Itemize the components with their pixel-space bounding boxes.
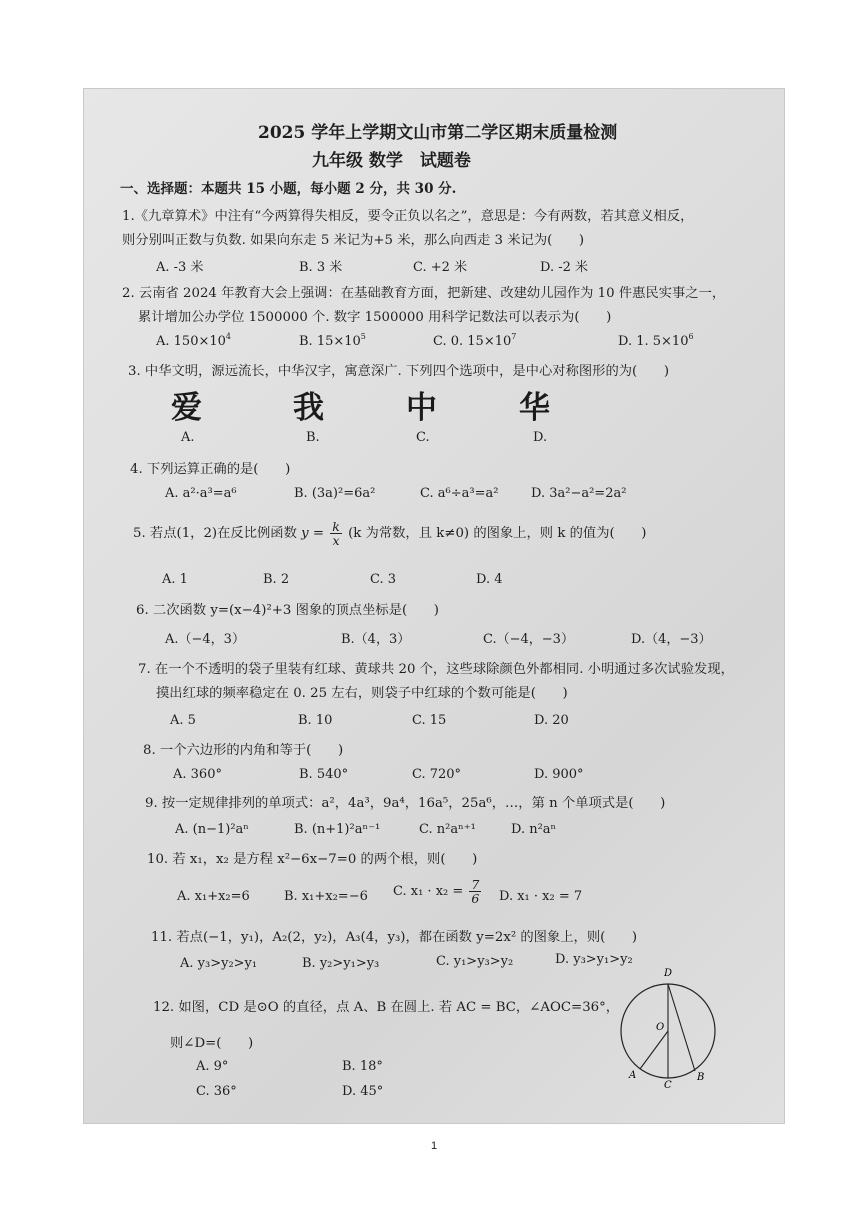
q1-option-d: D. -2 米 [540,260,589,275]
q6-option-c: C.（−4，−3） [483,632,574,647]
q10-option-b: B. x₁+x₂=−6 [284,889,368,904]
q1-option-c: C. +2 米 [413,260,468,275]
q12-option-c: C. 36° [196,1084,237,1099]
exam-photo [83,88,785,1124]
segment-oa [640,1031,668,1069]
q1-option-b: B. 3 米 [299,260,343,275]
q9-option-c: C. n²aⁿ⁺¹ [419,822,476,837]
q2-option-a: A. $150\times 10^4$ [156,332,231,349]
q11-option-b: B. y₂>y₁>y₃ [302,956,380,971]
circle-figure [611,960,725,1088]
q9-stem: 9. 按一定规律排列的单项式：a²，4a³，9a⁴，16a⁵，25a⁶，…，第 n 个单项式是( ) [145,796,666,811]
q3-char-a: 爱 [171,390,202,426]
q10-fraction: $\frac{7}{6}$ [471,877,480,906]
q8-option-a: A. 360° [173,767,222,782]
q11-stem: 11. 若点(−1，y₁)，A₂(2，y₂)，A₃(4，y₃)，都在函数 y=2x² 的图象上，则( ) [151,930,638,945]
q9-option-a: A. (n−1)²aⁿ [175,822,249,837]
segment-db [668,984,695,1071]
q3-char-b: 我 [293,390,324,426]
q2-line2: 累计增加公办学位 1500000 个. 数字 1500000 用科学记数法可以表示为( ) [138,310,612,325]
q7-line2: 摸出红球的频率稳定在 0. 25 左右，则袋子中红球的个数可能是( ) [156,686,568,701]
q12-line2: 则∠D=( ) [170,1036,254,1051]
q11-option-c: C. y₁>y₃>y₂ [436,954,514,969]
q12-option-a: A. 9° [196,1059,229,1074]
q5-option-a: A. 1 [162,572,188,587]
page-number: 1 [430,1140,438,1152]
q11-option-a: A. y₃>y₂>y₁ [180,956,258,971]
q12-option-d: D. 45° [342,1084,384,1099]
section-heading: 一、选择题：本题共 15 小题，每小题 2 分，共 30 分. [120,181,457,197]
q4-option-a: A. a²·a³=a⁶ [165,486,237,501]
q3-label-b: B. [306,430,320,445]
q8-option-c: C. 720° [412,767,462,782]
q4-option-b: B. (3a)²=6a² [294,486,376,501]
exam-subtitle: 九年级 数学 试题卷 [312,151,471,171]
label-d: D [664,968,673,979]
q8-option-b: B. 540° [299,767,349,782]
q10-option-a: A. x₁+x₂=6 [177,889,250,904]
q1-line1: 1.《九章算术》中注有“今两算得失相反，要令正负以名之”，意思是：今有两数，若其意义相反， [122,209,694,224]
q7-option-c: C. 15 [412,713,447,728]
q5-stem: 5. 若点(1，2)在反比例函数 y = $\frac{k}{x}$ (k 为常数，且 k≠0) 的图象上，则 k 的值为( ) [133,519,647,548]
q3-label-d: D. [533,430,548,445]
q10-option-d: D. x₁ · x₂ = 7 [499,889,583,904]
label-c: C [664,1080,672,1088]
label-a: A [629,1070,637,1081]
q2-line1: 2. 云南省 2024 年教育大会上强调：在基础教育方面，把新建、改建幼儿园作为 10 件惠民实事之一， [122,286,726,301]
q3-label-c: C. [416,430,430,445]
q7-option-b: B. 10 [298,713,333,728]
q7-option-d: D. 20 [534,713,569,728]
q7-option-a: A. 5 [170,713,196,728]
q6-option-b: B.（4，3） [341,632,411,647]
q6-option-a: A.（−4，3） [165,632,245,647]
exam-title: 2025 学年上学期文山市第二学区期末质量检测 [258,123,618,143]
q2-option-d: D. 1. $5\times 10^6$ [618,332,694,349]
q10-option-c: C. x₁ · x₂ = $\frac{7}{6}$ [393,877,480,906]
q8-stem: 8. 一个六边形的内角和等于( ) [143,743,344,758]
q9-option-d: D. n²aⁿ [511,822,557,837]
q1-option-a: A. -3 米 [156,260,204,275]
q8-option-d: D. 900° [534,767,584,782]
q5-option-b: B. 2 [263,572,290,587]
q10-stem: 10. 若 x₁，x₂ 是方程 x²−6x−7=0 的两个根，则( ) [147,852,478,867]
q5-option-d: D. 4 [476,572,503,587]
q12-option-b: B. 18° [342,1059,383,1074]
q3-char-c: 中 [406,390,437,426]
q2-option-c: C. 0. $15\times 10^7$ [433,332,517,349]
q12-line1: 12. 如图，CD 是⊙O 的直径，点 A、B 在圆上. 若 AC = BC，∠AOC=36°， [153,1000,620,1015]
q6-option-d: D.（4，−3） [631,632,712,647]
q7-line1: 7. 在一个不透明的袋子里装有红球、黄球共 20 个，这些球除颜色外都相同. 小明通过多次试验发现， [138,662,734,677]
label-o: O [656,1022,665,1033]
q11-option-d: D. y₃>y₁>y₂ [555,952,633,967]
q6-stem: 6. 二次函数 y=(x−4)²+3 图象的顶点坐标是( ) [136,603,439,618]
q1-line2: 则分别叫正数与负数. 如果向东走 5 米记为+5 米，那么向西走 3 米记为( ) [122,233,585,248]
q3-label-a: A. [181,430,195,445]
q5-option-c: C. 3 [370,572,397,587]
q4-option-c: C. a⁶÷a³=a² [420,486,499,501]
q5-fraction: $\frac{k}{x}$ [332,519,340,548]
q4-stem: 4. 下列运算正确的是( ) [130,462,291,477]
q3-char-d: 华 [519,390,550,426]
q9-option-b: B. (n+1)²aⁿ⁻¹ [294,822,381,837]
label-b: B [697,1072,705,1083]
q3-stem: 3. 中华文明，源远流长，中华汉字，寓意深广. 下列四个选项中，是中心对称图形的为( ) [128,364,670,379]
q4-option-d: D. 3a²−a²=2a² [531,486,627,501]
q2-option-b: B. $15\times 10^5$ [299,332,366,349]
